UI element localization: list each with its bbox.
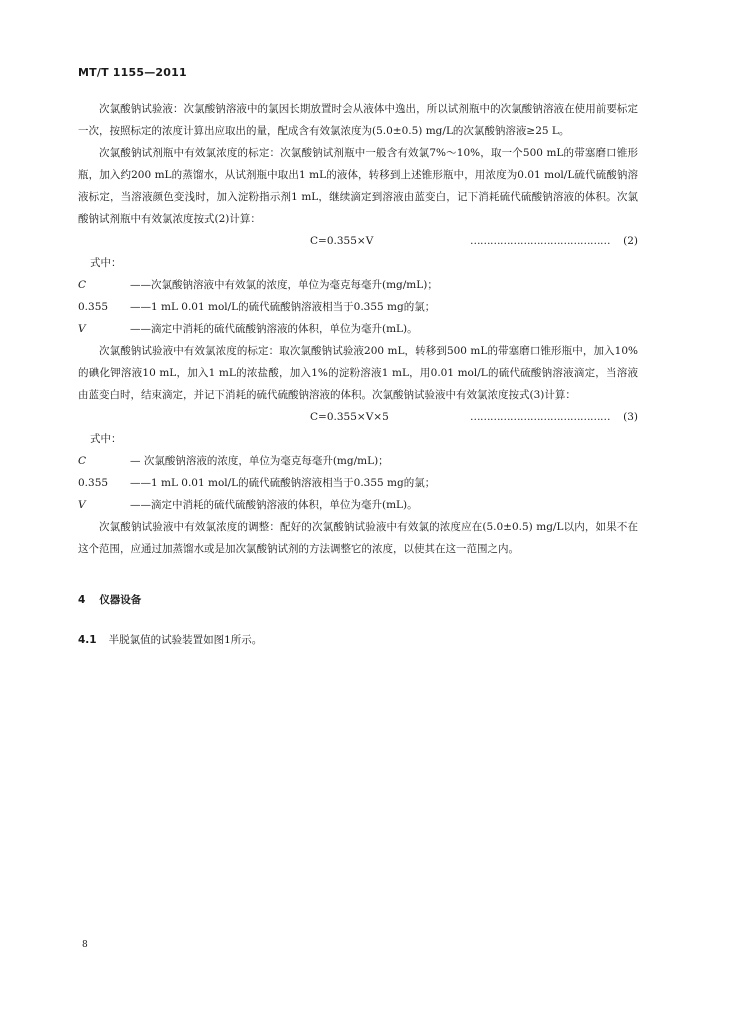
definition-symbol: C (78, 455, 87, 467)
formula-2 (78, 230, 638, 252)
section-4-title: 仪器设备 (99, 594, 142, 606)
definition-text: — 次氯酸钠溶液的浓度，单位为毫克每毫升(mg/mL)； (130, 455, 389, 467)
definition-symbol: 0.355 (78, 477, 109, 489)
section-3-body (78, 98, 638, 560)
page-number: 8 (82, 940, 88, 950)
definition-row (78, 318, 638, 340)
clause-4-1-number: 4.1 (78, 634, 97, 646)
definition-text: ——滴定中消耗的硫代硫酸钠溶液的体积，单位为毫升(mL)。 (130, 499, 418, 511)
definition-text: ——次氯酸钠溶液中有效氯的浓度，单位为毫克每毫升(mg/mL)； (130, 279, 438, 291)
definition-row (78, 472, 638, 494)
paragraph-test-solution-calibration: 次氯酸钠试验液中有效氯浓度的标定：取次氯酸钠试验液200 mL，转移到500 mL的带塞磨口锥形瓶中，加入10%的碘化钾溶液10 mL，加入1 mL的浓盐酸，加入1%的淀粉溶液1 mL，用0.01 mol/L的硫代硫酸钠溶液滴定，当溶液由蓝变白时，结束滴定，并记下消耗的硫代硫酸钠溶液的体积。次氯酸钠试验液中有效氯浓度按式(3)计算： (78, 345, 638, 401)
formula-3-number: (3) (623, 411, 638, 423)
clause-4-1-text: 半脱氯值的试验装置如图1所示。 (108, 634, 263, 646)
definition-symbol: V (78, 499, 86, 511)
formula-3-expression: C=0.355×V×5 (310, 411, 389, 423)
section-4-number: 4 (78, 594, 86, 606)
formula-2-leader: …………………………………… (470, 235, 610, 247)
formula-3-leader: …………………………………… (470, 411, 610, 423)
definition-text: ——1 mL 0.01 mol/L的硫代硫酸钠溶液相当于0.355 mg的氯； (130, 477, 436, 489)
definition-symbol: 0.355 (78, 301, 109, 313)
paragraph-test-solution: 次氯酸钠试验液：次氯酸钠溶液中的氯因长期放置时会从液体中逸出，所以试剂瓶中的次氯酸钠溶液在使用前要标定一次，按照标定的浓度计算出应取出的量，配成含有效氯浓度为(5.0±0.5) mg/L的次氯酸钠溶液≥25 L。 (78, 103, 638, 137)
formula-3-definitions (78, 450, 638, 516)
definition-symbol: V (78, 323, 86, 335)
where-label: 式中： (90, 257, 122, 269)
section-4-heading (78, 592, 155, 607)
formula-3 (78, 406, 638, 428)
formula-2-number: (2) (623, 235, 638, 247)
formula-2-expression: C=0.355×V (310, 235, 374, 247)
definition-row (78, 494, 638, 516)
definition-text: ——1 mL 0.01 mol/L的硫代硫酸钠溶液相当于0.355 mg的氯； (130, 301, 436, 313)
standard-code-header: MT/T 1155—2011 (78, 66, 187, 79)
formula-2-definitions (78, 274, 638, 340)
definition-row (78, 296, 638, 318)
definition-row (78, 450, 638, 472)
definition-row (78, 274, 638, 296)
definition-text: ——滴定中消耗的硫代硫酸钠溶液的体积，单位为毫升(mL)。 (130, 323, 418, 335)
where-label: 式中： (90, 433, 122, 445)
definition-symbol: C (78, 279, 87, 291)
clause-4-1 (78, 632, 262, 647)
paragraph-reagent-calibration: 次氯酸钠试剂瓶中有效氯浓度的标定：次氯酸钠试剂瓶中一般含有效氯7%～10%，取一个500 mL的带塞磨口锥形瓶，加入约200 mL的蒸馏水，从试剂瓶中取出1 mL的液体，转移到上述锥形瓶中，用浓度为0.01 mol/L硫代硫酸钠溶液标定，当溶液颜色变浅时，加入淀粉指示剂1 mL，继续滴定到溶液由蓝变白，记下消耗硫代硫酸钠溶液的体积。次氯酸钠试剂瓶中有效氯浓度按式(2)计算： (78, 147, 638, 225)
paragraph-concentration-adjustment: 次氯酸钠试验液中有效氯浓度的调整：配好的次氯酸钠试验液中有效氯的浓度应在(5.0±0.5) mg/L以内，如果不在这个范围，应通过加蒸馏水或是加次氯酸钠试剂的方法调整它的浓度，以使其在这一范围之内。 (78, 521, 638, 555)
